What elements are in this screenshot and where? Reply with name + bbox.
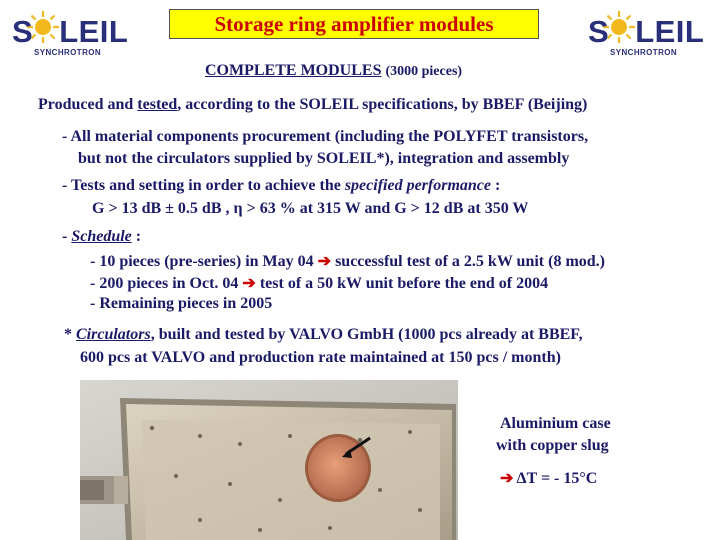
bullet-tests-prefix: - Tests and setting in order to achieve the	[62, 177, 345, 194]
schedule-item-2-a: - 200 pieces in Oct. 04	[90, 275, 243, 292]
delta-t-value: ΔT = - 15°C	[513, 470, 598, 487]
caption-line2: with copper slug	[496, 437, 609, 454]
footnote-rest: , built and tested by VALVO GmbH (1000 pcs already at BBEF,	[150, 326, 583, 343]
schedule-heading	[62, 228, 141, 246]
right-arrow-icon: ➔	[500, 470, 514, 487]
bullet-tests-italic: specified performance	[344, 177, 491, 194]
right-arrow-icon: ➔	[317, 253, 332, 270]
footnote-circulators: Circulators	[76, 326, 151, 343]
intro-part2: , according to the SOLEIL specifications, by BBEF (Beijing)	[177, 96, 588, 113]
bullet-procurement-line2: but not the circulators supplied by SOLEIL*), integration and assembly	[78, 150, 570, 167]
logo-wordmark: S LEIL	[588, 14, 705, 49]
footnote-star: *	[64, 326, 76, 343]
footnote-line1	[64, 326, 583, 344]
schedule-item-3: - Remaining pieces in 2005	[90, 295, 273, 312]
caption-delta-t	[500, 468, 597, 488]
bullet-tests-suffix: :	[491, 177, 501, 194]
logo-subtext: SYNCHROTRON	[34, 48, 102, 57]
bullet-tests-line1	[62, 177, 500, 195]
right-arrow-icon: ➔	[242, 275, 256, 292]
slide-title: Storage ring amplifier modules	[214, 12, 494, 36]
logo-wordmark: S LEIL	[12, 14, 129, 49]
schedule-prefix: -	[62, 228, 72, 245]
bullet-tests-spec: G > 13 dB ± 0.5 dB , η > 63 % at 315 W and G > 12 dB at 350 W	[92, 200, 529, 217]
intro-tested: tested	[137, 96, 178, 113]
bullet-procurement-line1: - All material components procurement (including the POLYFET transistors,	[62, 128, 589, 145]
logo-subtext: SYNCHROTRON	[610, 48, 678, 57]
schedule-item-1-a: - 10 pieces (pre-series) in May 04	[90, 253, 318, 270]
intro-line	[38, 96, 587, 114]
intro-part1: Produced and	[38, 96, 138, 113]
aluminium-case-photo	[80, 380, 458, 540]
caption-line1: Aluminium case	[500, 415, 611, 432]
soleil-logo-left	[12, 8, 142, 60]
schedule-label: Schedule	[71, 228, 132, 245]
schedule-item-2	[90, 273, 548, 293]
footnote-line2: 600 pcs at VALVO and production rate maintained at 150 pcs / month)	[80, 349, 561, 366]
schedule-suffix: :	[131, 228, 142, 245]
schedule-item-1	[90, 251, 605, 271]
slide-title-box	[169, 9, 539, 39]
subtitle-qty: (3000 pieces)	[385, 64, 463, 79]
slide-subtitle	[205, 62, 462, 80]
schedule-item-1-b: successful test of a 2.5 kW unit (8 mod.)	[331, 253, 605, 270]
soleil-logo-right	[588, 8, 718, 60]
subtitle-main: COMPLETE MODULES	[205, 62, 382, 79]
schedule-item-2-b: test of a 50 kW unit before the end of 2004	[255, 275, 549, 292]
